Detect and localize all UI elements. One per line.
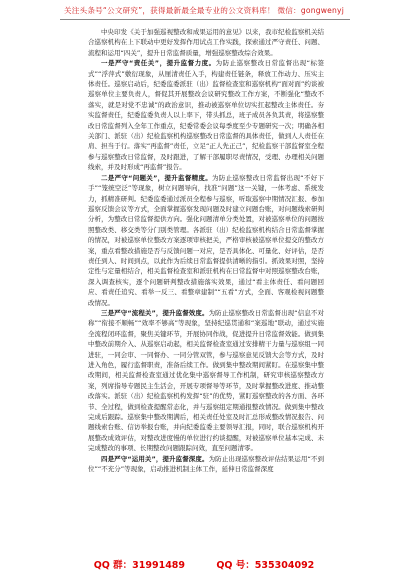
paragraph-intro bbox=[88, 27, 324, 58]
contact-footer bbox=[0, 557, 408, 571]
paragraph-problem bbox=[88, 173, 324, 308]
paragraph-text: 中央印发《关于加强巡视整改和成果运用的意见》以来，我市纪检监察机关结合巡察机构在上下联动中更好发挥作用试点工作实践，探索通过严守责任、问题、流程和运用“四关”，提升日常监督质量，增强巡察整改综合效果。 bbox=[88, 28, 324, 57]
qq-number-label: QQ 号：535304092 bbox=[216, 560, 315, 571]
header-divider bbox=[60, 19, 350, 20]
paragraph-text: 为防止巡察整改日常监督出现“信息不对称”“衔接不顺畅”“效率不够高”等现象，坚持纪巡贯通和“案巡地”联动，通过实施全流程闭环监督，聚焦关键环节，开展协同作战，促进提升日常监督效能。做到集中整改前期介入、从巡察启动起，相关监督检查室通过安排精干力量与巡察组一同进驻，一同会审、一同督办、一同分管双管，参与巡察意见反馈大会等方式，及时进入角色，履行监督职责，准备后续工作。做到集中整改期间紧盯。在巡察集中整改期间，相关监督检查室通过优化集中巡察督导工作机制，研究审核巡察整改方案，列席指导专题民主生活会，开展专项督导等环节，及时掌握整改进度、推动整改落实。派驻（出）纪检监察机构发挥“驻”的优势，紧盯巡察整改的各方面、各环节、全过程，做到检查提醒常态化，并与巡察组定期通报整改情况。做到集中整改完成后跟踪。巡察集中整改期满后，相关责任处室及时汇总形成整改情况报告、问题线索台账、信访举报台账，并向纪委监委主要领导汇报，同时，联合巡察机构开展整改成效评估，对整改进度慢的单位进行约谈提醒，对被巡察单位基本完成、未完成整改的事项、长期整改问题跟踪问效，直至问题清零。 bbox=[88, 308, 325, 453]
paragraph-process bbox=[88, 308, 324, 454]
qq-group-label: QQ 群：31991489 bbox=[93, 560, 186, 571]
paragraph-lead: 三是严守“流程关”，提升监督效度。 bbox=[101, 308, 209, 317]
paragraph-lead: 二是严守“问题关”，提升监督精度。 bbox=[101, 173, 212, 182]
paragraph-text: 为防止巡察整改日常监督出现“标签式”“浮萍式”敷衍现象，从厘清责任入手，构建责任链条，释放工作动力、压实主体责任。巡察启动后，纪委监委派驻（出）监督检查室和巡察机构“面对面”约谈被巡察单位主要负责人，督促其开展整改会议研究整改工作方案，不断强化“整改不落实，就是对党不忠诚”的政治意识，推动被巡察单位切实扛起整改主体责任。夯实监督责任，纪委监委负责人以上率下，带头抓总，班子成员各负其责，将巡察整改日常监督列入全年工作重点，纪委常委会议每季度至少专题研究一次；明确各相关部门、派驻（出）纪检监察机构巡察整改日常监督的具体责任，做到人人责任在肩、担当于行。落实“再监督”责任，立足“正人先正己”，纪检监察干部监督室全程参与巡察整改日常监督，及时跟进，了解干部履职尽责情况，受理、办理相关问题线索，并及时形成“再监督”报告。 bbox=[88, 59, 324, 172]
promo-header: 关注头条号“公文研究”，获得最新最全最专业的公文资料库！ 微信：gongwenyj bbox=[63, 6, 345, 15]
paragraph-text: 为防止巡察整改日常监督出现“不好下手”“笼统空泛”等现象，树立问题导向，找准“问题”这一关键，一体考虑、系统发力，抓精准研判。纪委监委通过派员全程参与巡察，听取巡察中期情况汇报、参加巡察反馈会议等方式，全面掌握巡察发现问题及时建立问题台账，对问题线索研判分析，为整改日常监督提供方向。强化问题清单分类处置，对被巡察单位的问题按照整改类、移交类等分门别类管理。各派驻（出）纪检监察机构结合日常监督掌握的情况，对被巡察单位整改方案逐项审核把关，严格审核被巡察单位提交的整改方案，重点看整改措施是否与反馈问题一对应，是否具体化、可量化、好评估，是否责任到人、时间到点，以此作为后续日常监督提供清晰的指引。抓效果对照，坚持定性与定量相结合，相关监督检查室和派驻机构在日常监督中对照巡察整改台账，深入调查核实，逐个问题研判整改措施落实效果，通过“看主体责任、看问题回应、看责任追究、看举一反三、看整章建制”“五看”方式，全面、客观检视问题整改情况。 bbox=[88, 173, 324, 307]
paragraph-lead: 四是严守“运用关”，提升监督深度。 bbox=[101, 454, 209, 463]
paragraph-application bbox=[88, 454, 324, 475]
paragraph-lead: 一是严守“责任关”，提升监督力度。 bbox=[101, 59, 216, 68]
paragraph-text: 为防止出现巡察整改评估结果运用“不到位”“不充分”等现象，启动推进机制主体工作，延伸日常监督深度 bbox=[88, 454, 325, 474]
document-body bbox=[88, 27, 324, 474]
paragraph-responsibility bbox=[88, 58, 324, 172]
